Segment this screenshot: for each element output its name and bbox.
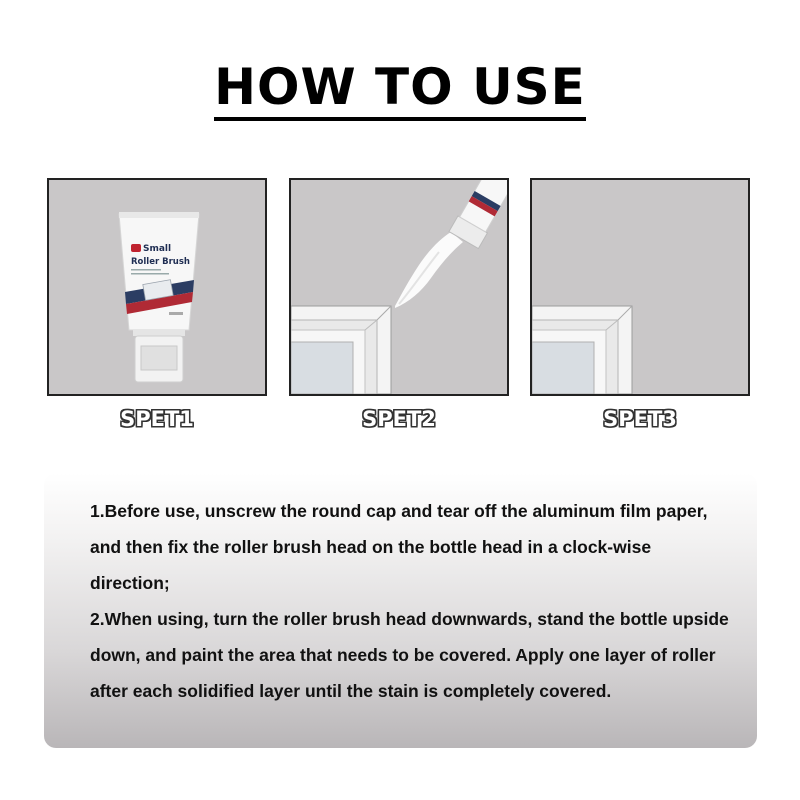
step2-image (289, 178, 509, 396)
step3-label: SPET3 (603, 407, 677, 431)
product-brand: Small (143, 244, 172, 254)
page-title: HOW TO USE (0, 58, 800, 121)
window-frame (291, 306, 391, 394)
instruction-step1: 1.Before use, unscrew the round cap and tear off the aluminum film paper, and then fix the roller brush head on the bottle head in a clock-wise direction; (90, 501, 708, 593)
step1-image (47, 178, 267, 396)
instruction-step2: 2.When using, turn the roller brush head downwards, stand the bottle upside down, and paint the area that needs to be covered. Apply one layer of roller after each solidified layer until the stain is completely covered. (90, 609, 729, 701)
step3-image (530, 178, 750, 396)
product-name: Roller Brush (131, 257, 190, 267)
window-frame (532, 306, 632, 394)
step2-label: SPET2 (362, 407, 436, 431)
instructions-box (44, 473, 757, 748)
step1-label: SPET1 (120, 407, 194, 431)
